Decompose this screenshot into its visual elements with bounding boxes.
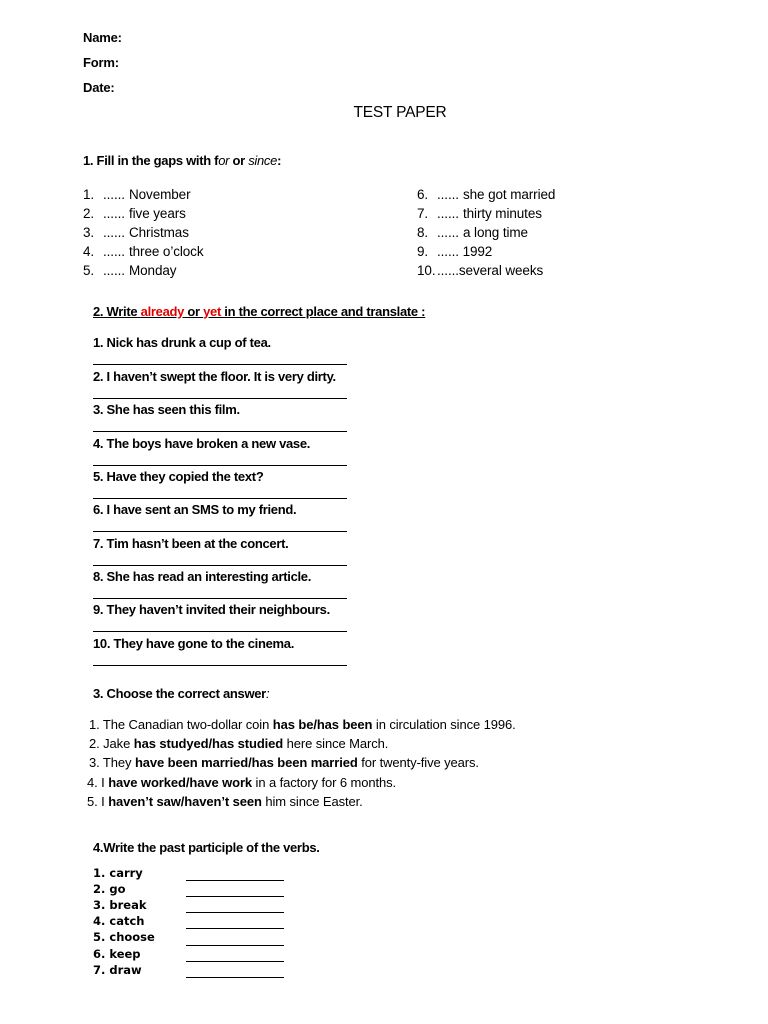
sentence-item: 7. Tim hasn’t been at the concert.: [93, 536, 289, 551]
sentence-item: 1. Nick has drunk a cup of tea.: [93, 335, 271, 350]
section1-heading: 1. Fill in the gaps with for or since:: [83, 153, 282, 168]
gap-item: 10. ......several weeks: [417, 263, 544, 278]
answer-line[interactable]: [186, 945, 284, 946]
sentence-item: 6. I have sent an SMS to my friend.: [93, 502, 297, 517]
choice-item: 3. They have been married/has been married for twenty-five years.: [89, 755, 479, 770]
verb-item: 6. keep: [93, 947, 141, 961]
answer-line[interactable]: [93, 565, 347, 566]
section3-heading: 3. Choose the correct answer:: [93, 686, 270, 701]
sentence-item: 5. Have they copied the text?: [93, 469, 264, 484]
choice-item: 5. I haven’t saw/haven’t seen him since Easter.: [87, 794, 363, 809]
answer-line[interactable]: [93, 398, 347, 399]
sentence-item: 9. They haven’t invited their neighbours.: [93, 602, 330, 617]
answer-line[interactable]: [93, 364, 347, 365]
sentence-item: 3. She has seen this film.: [93, 402, 240, 417]
verb-item: 2. go: [93, 882, 126, 896]
gap-item: 1. ...... November: [83, 187, 191, 202]
verb-item: 7. draw: [93, 963, 142, 977]
answer-line[interactable]: [93, 465, 347, 466]
answer-line[interactable]: [186, 928, 284, 929]
answer-line[interactable]: [186, 912, 284, 913]
answer-line[interactable]: [93, 598, 347, 599]
sentence-item: 8. She has read an interesting article.: [93, 569, 312, 584]
date-label: Date:: [83, 80, 115, 95]
answer-line[interactable]: [186, 896, 284, 897]
section2-heading: 2. Write already or yet in the correct place and translate :: [93, 304, 426, 319]
gap-item: 3. ...... Christmas: [83, 225, 189, 240]
verb-item: 3. break: [93, 898, 147, 912]
answer-line[interactable]: [186, 880, 284, 881]
sentence-item: 2. I haven’t swept the floor. It is very dirty.: [93, 369, 336, 384]
gap-item: 4. ...... three o’clock: [83, 244, 204, 259]
name-label: Name:: [83, 30, 122, 45]
answer-line[interactable]: [186, 961, 284, 962]
section4-heading: 4.Write the past participle of the verbs.: [93, 840, 320, 855]
form-label: Form:: [83, 55, 119, 70]
choice-item: 1. The Canadian two-dollar coin has be/has been in circulation since 1996.: [89, 717, 516, 732]
gap-item: 8. ...... a long time: [417, 225, 528, 240]
page-title: TEST PAPER: [353, 104, 447, 121]
gap-item: 6. ...... she got married: [417, 187, 556, 202]
answer-line[interactable]: [93, 631, 347, 632]
verb-item: 1. carry: [93, 866, 143, 880]
sentence-item: 4. The boys have broken a new vase.: [93, 436, 311, 451]
answer-line[interactable]: [93, 665, 347, 666]
answer-line[interactable]: [93, 498, 347, 499]
answer-line[interactable]: [93, 431, 347, 432]
gap-item: 2. ...... five years: [83, 206, 186, 221]
gap-item: 9. ...... 1992: [417, 244, 493, 259]
gap-item: 5. ...... Monday: [83, 263, 177, 278]
answer-line[interactable]: [186, 977, 284, 978]
verb-item: 4. catch: [93, 914, 145, 928]
verb-item: 5. choose: [93, 930, 155, 944]
answer-line[interactable]: [93, 531, 347, 532]
choice-item: 4. I have worked/have work in a factory for 6 months.: [87, 775, 397, 790]
gap-item: 7. ...... thirty minutes: [417, 206, 542, 221]
sentence-item: 10. They have gone to the cinema.: [93, 636, 295, 651]
choice-item: 2. Jake has studyed/has studied here since March.: [89, 736, 389, 751]
